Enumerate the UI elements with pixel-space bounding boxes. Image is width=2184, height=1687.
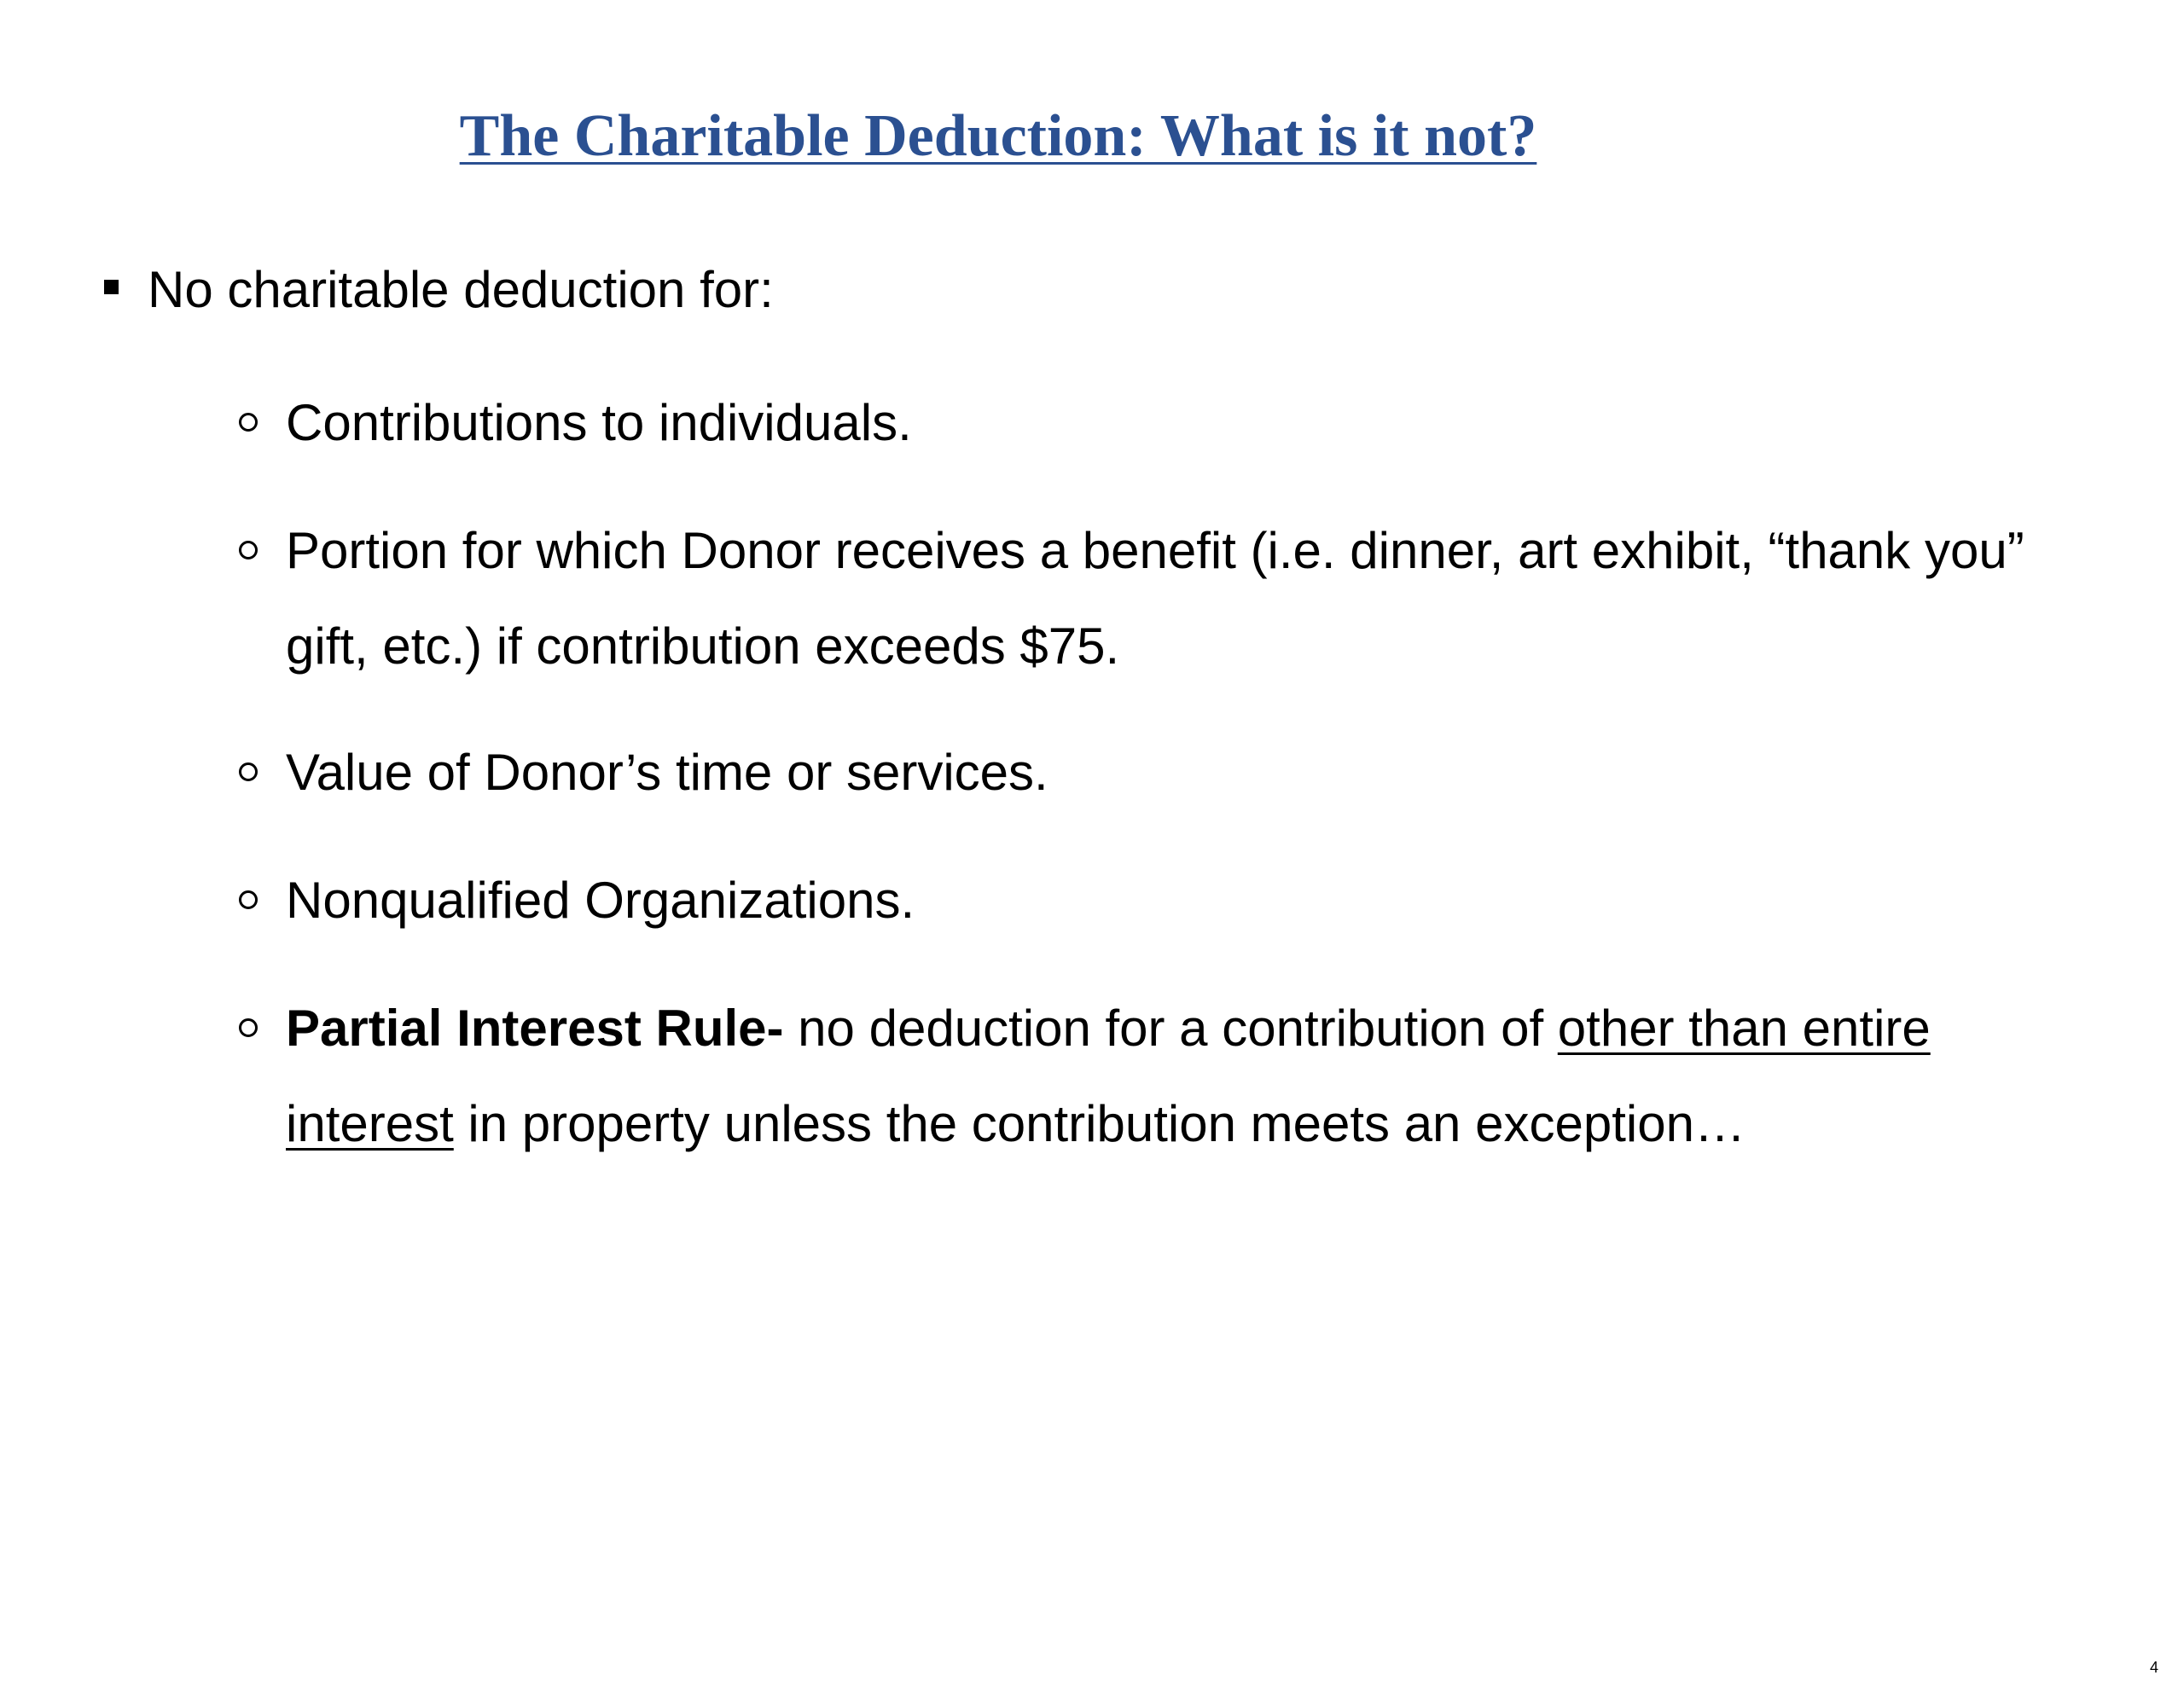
sub-bullet-text: Value of Donor’s time or services. [286, 744, 1048, 801]
sub-bullet-contributions-individuals [239, 375, 2030, 471]
sub-bullet-donor-benefit [239, 503, 2030, 694]
circle-bullet-icon [239, 1018, 258, 1037]
partial-interest-rule-label: Partial Interest Rule- [286, 1000, 784, 1057]
slide-title [0, 101, 1996, 172]
main-bullet [102, 256, 774, 324]
partial-interest-pre-text: no deduction for a contribution of [783, 1000, 1558, 1057]
slide-title-text: The Charitable Deduction: What is it not? [459, 103, 1537, 169]
sub-bullet-text: Portion for which Donor receives a benefit (i.e. dinner, art exhibit, “thank you” gift, etc.) if contribution exceeds $75. [286, 522, 2024, 675]
circle-bullet-icon [239, 541, 258, 559]
circle-bullet-icon [239, 890, 258, 909]
circle-bullet-icon [239, 413, 258, 432]
sub-bullet-nonqualified-orgs [239, 853, 2030, 948]
circle-bullet-icon [239, 762, 258, 781]
page-number: 4 [2149, 1659, 2158, 1676]
sub-bullet-partial-interest-rule [239, 981, 2030, 1172]
sub-bullet-text: Nonqualified Organizations. [286, 872, 915, 929]
partial-interest-post-text: in property unless the contribution meets an exception… [453, 1095, 1745, 1152]
sub-bullet-donor-time [239, 725, 2030, 820]
main-bullet-text: No charitable deduction for: [148, 261, 774, 318]
sub-bullet-text: Contributions to individuals. [286, 394, 912, 451]
sub-bullet-text [286, 981, 2030, 1172]
entire-interest-underlined-text: other than entire interest [286, 1000, 1931, 1152]
square-bullet-icon [104, 280, 119, 294]
